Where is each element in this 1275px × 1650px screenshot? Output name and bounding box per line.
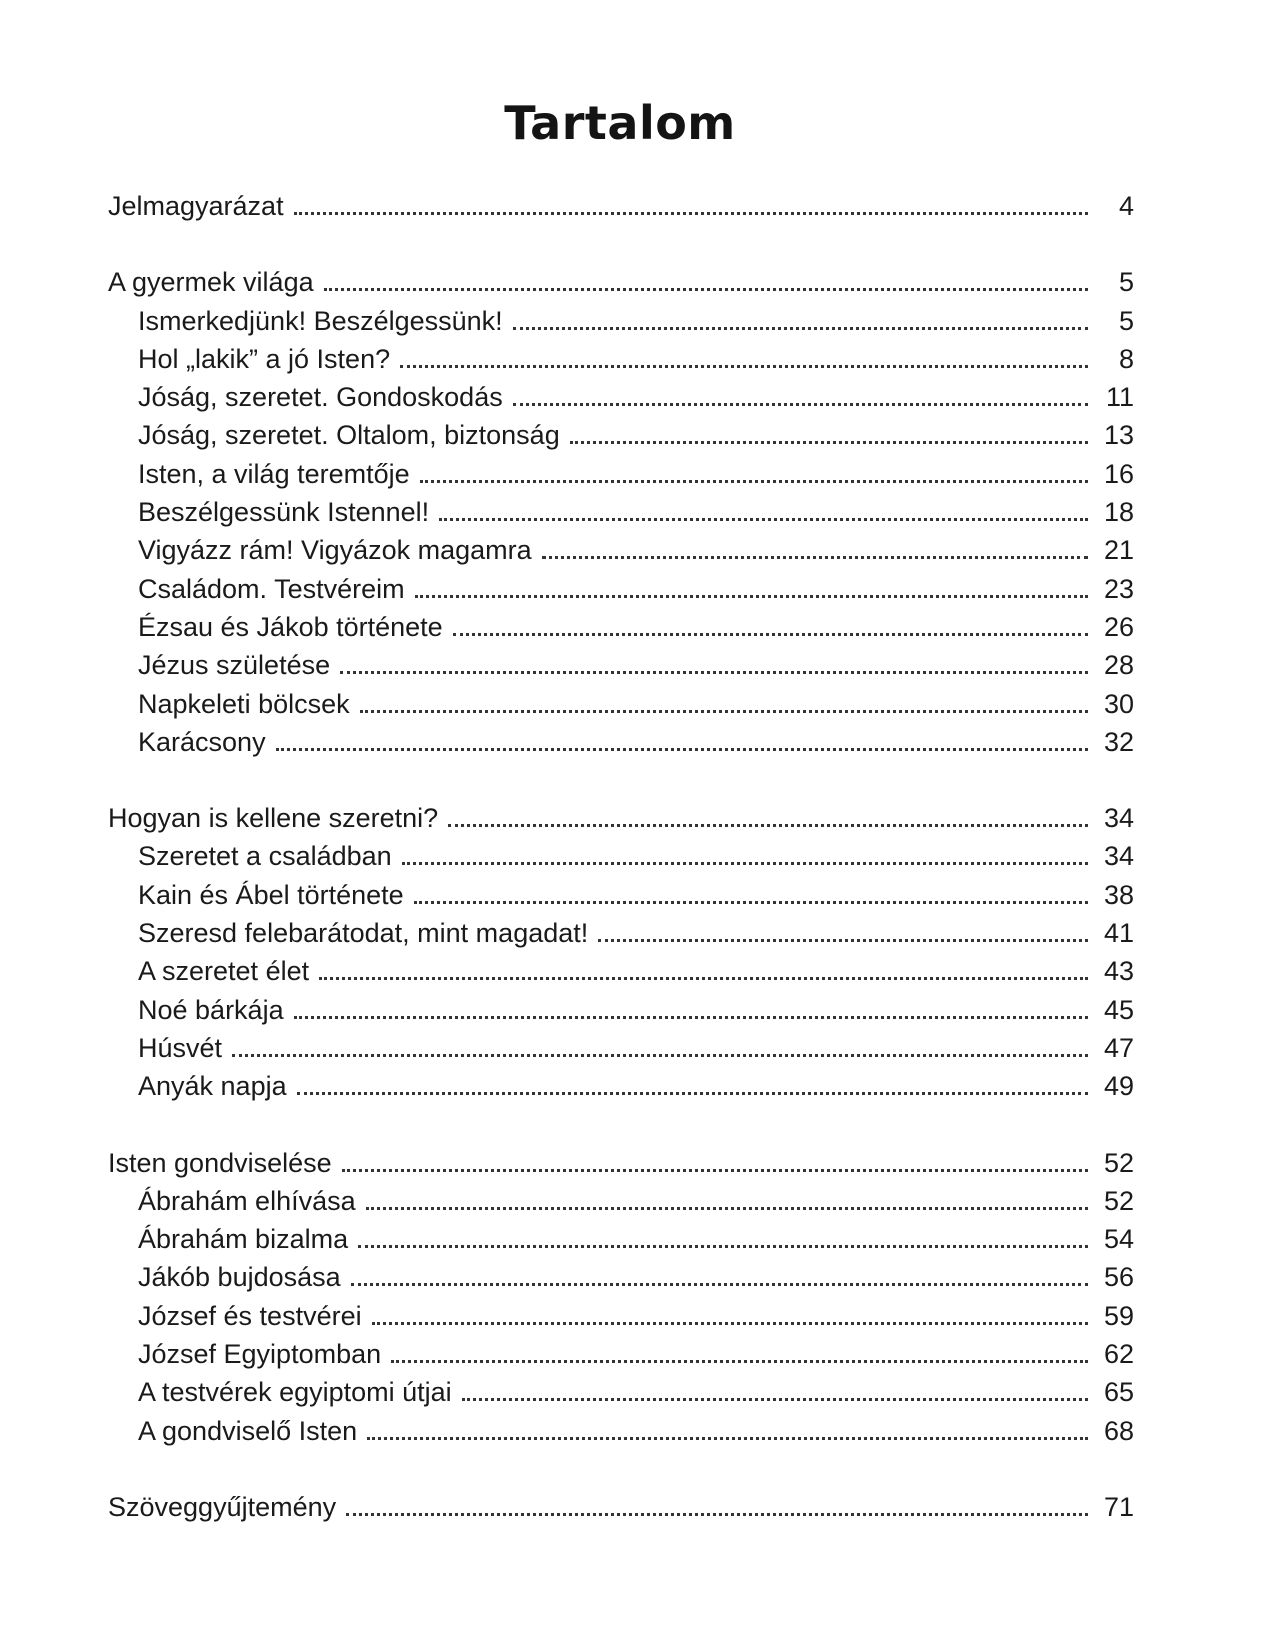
toc-subentry bbox=[108, 1373, 1134, 1411]
table-of-contents bbox=[108, 187, 1134, 1564]
toc-page-number: 21 bbox=[1103, 535, 1134, 566]
toc-entry-label: Jézus születése bbox=[138, 650, 331, 681]
toc-page-number: 16 bbox=[1103, 458, 1134, 489]
toc-subentry bbox=[108, 1220, 1134, 1258]
toc-entry-label: A gondviselő Isten bbox=[138, 1415, 358, 1446]
toc-page-number: 5 bbox=[1118, 267, 1134, 298]
toc-subentry bbox=[108, 1067, 1134, 1105]
dot-leader bbox=[297, 1092, 1088, 1095]
toc-section bbox=[108, 1488, 1134, 1526]
dot-leader bbox=[391, 1360, 1088, 1363]
dot-leader bbox=[319, 977, 1088, 980]
dot-leader bbox=[598, 939, 1088, 942]
toc-section bbox=[108, 187, 1134, 225]
toc-section bbox=[108, 263, 1134, 761]
toc-subentry bbox=[108, 455, 1134, 493]
dot-leader bbox=[513, 403, 1088, 406]
toc-entry-label: Isten, a világ teremtője bbox=[138, 458, 410, 489]
dot-leader bbox=[513, 327, 1088, 330]
toc-page-number: 62 bbox=[1103, 1339, 1134, 1370]
toc-entry-label: Ábrahám elhívása bbox=[138, 1185, 356, 1216]
toc-subentry bbox=[108, 837, 1134, 875]
toc-subentry bbox=[108, 876, 1134, 914]
dot-leader bbox=[358, 1245, 1088, 1248]
toc-page-number: 56 bbox=[1103, 1262, 1134, 1293]
toc-entry-label: Hol „lakik” a jó Isten? bbox=[138, 343, 391, 374]
toc-page-number: 54 bbox=[1103, 1224, 1134, 1255]
dot-leader bbox=[342, 1169, 1088, 1172]
toc-subentry bbox=[108, 991, 1134, 1029]
toc-page-number: 71 bbox=[1103, 1491, 1134, 1522]
toc-page-number: 26 bbox=[1103, 611, 1134, 642]
dot-leader bbox=[448, 824, 1088, 827]
toc-entry-label: Karácsony bbox=[138, 726, 266, 757]
toc-entry-label: Hogyan is kellene szeretni? bbox=[108, 803, 439, 834]
toc-subentry bbox=[108, 914, 1134, 952]
dot-leader bbox=[366, 1207, 1088, 1210]
toc-entry-label: Szeresd felebarátodat, mint magadat! bbox=[138, 918, 589, 949]
dot-leader bbox=[360, 710, 1088, 713]
dot-leader bbox=[324, 288, 1088, 291]
toc-page-number: 52 bbox=[1103, 1185, 1134, 1216]
toc-subentry bbox=[108, 608, 1134, 646]
toc-entry-label: Jelmagyarázat bbox=[108, 191, 284, 221]
toc-page-number: 23 bbox=[1103, 573, 1134, 604]
dot-leader bbox=[439, 518, 1088, 521]
toc-entry-label: A testvérek egyiptomi útjai bbox=[138, 1377, 452, 1408]
toc-entry-label: Húsvét bbox=[138, 1032, 223, 1063]
toc-entry-label: Noé bárkája bbox=[138, 994, 284, 1025]
toc-subentry bbox=[108, 340, 1134, 378]
toc-entry-label: Ábrahám bizalma bbox=[138, 1224, 349, 1255]
toc-page-number: 28 bbox=[1103, 650, 1134, 681]
toc-page-number: 30 bbox=[1103, 688, 1134, 719]
toc-page-number: 49 bbox=[1103, 1071, 1134, 1102]
toc-subentry bbox=[108, 493, 1134, 531]
toc-entry-label: Szöveggyűjtemény bbox=[108, 1491, 337, 1522]
toc-entry bbox=[108, 1488, 1134, 1526]
page-title: Tartalom bbox=[504, 96, 736, 150]
dot-leader bbox=[420, 480, 1088, 483]
dot-leader bbox=[453, 633, 1088, 636]
toc-page-number: 11 bbox=[1105, 382, 1134, 413]
dot-leader bbox=[400, 365, 1088, 368]
dot-leader bbox=[276, 748, 1088, 751]
toc-page-number: 43 bbox=[1103, 956, 1134, 987]
toc-entry-label: Isten gondviselése bbox=[108, 1147, 332, 1178]
toc-subentry bbox=[108, 1029, 1134, 1067]
toc-subentry bbox=[108, 1258, 1134, 1296]
toc-section bbox=[108, 1144, 1134, 1450]
toc-entry-label: Kain és Ábel története bbox=[138, 879, 404, 910]
toc-page-number: 34 bbox=[1103, 841, 1134, 872]
toc-subentry bbox=[108, 646, 1134, 684]
toc-page-number: 8 bbox=[1118, 343, 1134, 374]
dot-leader bbox=[414, 901, 1088, 904]
toc-page-number: 65 bbox=[1103, 1377, 1134, 1408]
toc-page-number: 5 bbox=[1118, 305, 1134, 336]
toc-page-number: 38 bbox=[1103, 879, 1134, 910]
toc-page-number: 41 bbox=[1103, 918, 1134, 949]
toc-entry-label: József Egyiptomban bbox=[138, 1339, 382, 1370]
toc-page-number: 47 bbox=[1103, 1032, 1134, 1063]
toc-page-number: 32 bbox=[1103, 726, 1134, 757]
toc-subentry bbox=[108, 302, 1134, 340]
dot-leader bbox=[415, 595, 1088, 598]
toc-subentry bbox=[108, 952, 1134, 990]
toc-entry bbox=[108, 187, 1134, 225]
toc-section bbox=[108, 799, 1134, 1105]
toc-entry-label: Beszélgessünk Istennel! bbox=[138, 497, 430, 528]
dot-leader bbox=[346, 1513, 1088, 1516]
toc-page-number: 34 bbox=[1103, 803, 1134, 834]
dot-leader bbox=[294, 1016, 1088, 1019]
toc-entry-label: Anyák napja bbox=[138, 1071, 287, 1102]
toc-entry-label: Családom. Testvéreim bbox=[138, 573, 405, 604]
toc-entry-label: Jóság, szeretet. Gondoskodás bbox=[138, 382, 503, 413]
toc-entry-label: József és testvérei bbox=[138, 1300, 362, 1331]
dot-leader bbox=[232, 1054, 1088, 1057]
toc-entry-label: Vigyázz rám! Vigyázok magamra bbox=[138, 535, 532, 566]
toc-subentry bbox=[108, 531, 1134, 569]
toc-entry-label: Ézsau és Jákob története bbox=[138, 611, 443, 642]
dot-leader bbox=[351, 1283, 1088, 1286]
toc-entry-label: Napkeleti bölcsek bbox=[138, 688, 350, 719]
toc-entry bbox=[108, 799, 1134, 837]
dot-leader bbox=[462, 1398, 1088, 1401]
toc-entry-label: Jóság, szeretet. Oltalom, biztonság bbox=[138, 420, 560, 451]
toc-subentry bbox=[108, 685, 1134, 723]
toc-subentry bbox=[108, 416, 1134, 454]
toc-entry-label: Ismerkedjünk! Beszélgessünk! bbox=[138, 305, 503, 336]
dot-leader bbox=[367, 1437, 1088, 1440]
toc-entry-label: A szeretet élet bbox=[138, 956, 310, 987]
dot-leader bbox=[542, 556, 1088, 559]
toc-page-number: 52 bbox=[1103, 1147, 1134, 1178]
dot-leader bbox=[294, 212, 1088, 215]
dot-leader bbox=[372, 1322, 1088, 1325]
toc-page-number: 68 bbox=[1103, 1415, 1134, 1446]
toc-page-number: 13 bbox=[1103, 420, 1134, 451]
toc-entry-label: Szeretet a családban bbox=[138, 841, 392, 872]
dot-leader bbox=[570, 441, 1088, 444]
toc-entry bbox=[108, 263, 1134, 301]
toc-subentry bbox=[108, 1412, 1134, 1450]
toc-page-number: 4 bbox=[1118, 191, 1134, 221]
toc-subentry bbox=[108, 378, 1134, 416]
toc-subentry bbox=[108, 723, 1134, 761]
toc-subentry bbox=[108, 1182, 1134, 1220]
toc-entry-label: A gyermek világa bbox=[108, 267, 314, 298]
toc-page-number: 45 bbox=[1103, 994, 1134, 1025]
toc-page-number: 59 bbox=[1103, 1300, 1134, 1331]
toc-subentry bbox=[108, 1297, 1134, 1335]
toc-subentry bbox=[108, 570, 1134, 608]
dot-leader bbox=[340, 671, 1088, 674]
dot-leader bbox=[402, 862, 1088, 865]
toc-entry-label: Jákób bujdosása bbox=[138, 1262, 341, 1293]
toc-page-number: 18 bbox=[1103, 497, 1134, 528]
toc-subentry bbox=[108, 1335, 1134, 1373]
toc-entry bbox=[108, 1144, 1134, 1182]
